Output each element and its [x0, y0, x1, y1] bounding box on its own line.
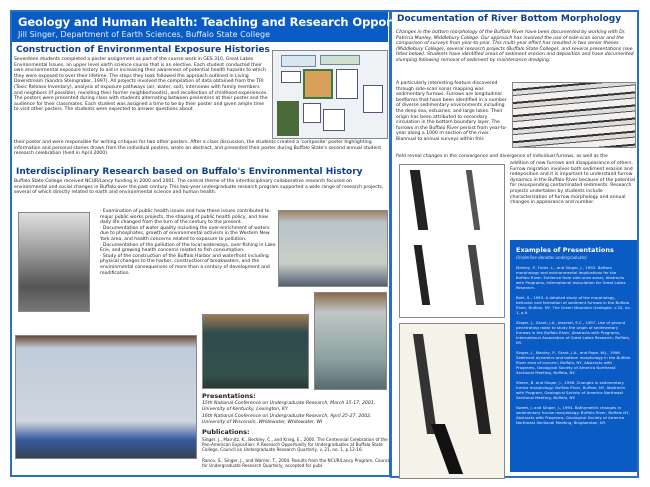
presentations-heading: Presentations: — [202, 392, 256, 400]
examples-of-presentations-box — [510, 240, 637, 472]
presentation-item: 15th National Conference on Undergraduate Research, March 15-17, 2001, University of Kentucky, Lexington, KY — [202, 401, 376, 412]
poster-title: Geology and Human Health: Teaching and Research Opportunities — [18, 15, 441, 29]
river-paragraph-2: A particularly interesting feature discovered through side-scan sonar mapping was sedimentary furrows. Furrows are longitudinal bedforms that have been identified in a number of diverse sedimentary environments including the deep sea, estuaries, and large lakes. Their origin has been attributed to secondary circulation in the bottom boundary layer. The furrows in the Buffalo River persist from year-to-year along a 1000 m section of the river. Biannual to annual surveys within this — [396, 81, 508, 142]
interdisciplinary-bullets — [100, 209, 276, 276]
poster-subtitle: Jill Singer, Department of Earth Sciences, Buffalo State College — [18, 30, 270, 39]
exhibit-photo-2 — [314, 292, 387, 390]
examples-heading: Examples of Presentations — [516, 246, 614, 254]
exposure-body-cont: their poster and were responsible for writing critiques for two other posters. After a class discussion, the students created a 'composite' poster highlighting information and personal stories drawn from the individual posters, wrote an abstract, and presented their poster during Buffalo State's second annual student research celebration (held in April 2000). — [14, 140, 382, 157]
composite-poster-image — [272, 50, 388, 139]
examples-note: (Underline denotes undergraduate) — [516, 255, 587, 260]
river-paragraph-3: addition of new furrows and disappearance of others. Furrow migration involves both sediment erosion and redeposition and it is important to understand furrow dynamics in the Buffalo River because of the potential for resuspending contaminated sediments. Research projects undertaken by students include characterization of furrow morphology and annual changes in appearance and number. — [510, 161, 636, 206]
river-heading: Documentation of River Bottom Morphology — [397, 14, 622, 24]
reference-item: Sheen, B. and Singer, J., 1996. Changes in sedimentary furrow morphology: Buffalo River, Buffalo, NY, Abstracts with Program, Geological Society of America Northeast Sectional Meeting, Buffalo, NY. — [516, 380, 625, 400]
exposure-body: Seventeen students completed a poster assignment as part of the course work in GES 310, Great Lakes Environmental Issues, an upper level earth science course that is an elective. Each student conducted their own environmental exposure history to aid in increasing their awareness of potential health hazards to which they were exposed to over their lifetime. The steps they took followed the approach outlined in Living Downstream (Sandra Steingraber, 1997). All projects involved the compilation of data obtained from the TRI (Toxic Release Inventory), analysis of exposure pathways (air, water, soil), interviews with family members and neighbors (if possible), revisiting their former neighborhood(s), and recollection of childhood experiences. The posters were presented during class with students alternating between presenters at their poster and the audience for their classmates. Each student was assigned a time to be by their poster and given ample time to visit other posters. The students were expected to answer questions about — [14, 57, 268, 113]
presentation-item: 16th National Conference on Undergraduate Research, April 25-27, 2002, University of Wisconsin, Whitewater, Whitewater, WI — [202, 414, 372, 425]
publications-heading: Publications: — [202, 428, 250, 436]
building-photo — [18, 212, 90, 312]
exposure-heading: Construction of Environmental Exposure Histories — [16, 45, 270, 55]
river-paragraph-2b: field reveal changes in the convergence and divergence of individual furrows, as well as the — [396, 154, 608, 159]
interdisciplinary-intro: Buffalo State College received NCUR/Lancy funding in 2000 and 2001. The central theme of the interdisciplinary collaborative research focused on environmental and social changes in Buffalo over the past century. This two-year undergraduate research program supported a wide range of research projects, several of which directly related to earth and environmental science and human health. — [14, 179, 384, 196]
bullet-item: · Study of the construction of the Buffalo Harbor and waterfront including physical changes to the harbor, construction of breakwaters, and the environmental consequences of more than a century of development and modification. — [100, 253, 270, 276]
publication-item: Singer, J., Marnitz, K., Beckley, C., and Krieg, E., 2000. The Centennial Celebration of the Pan-American Exposition: A Research Opportunity for Undergraduates at Buffalo State College, Council on Undergraduate Research Quarterly, v. 21, no. 1, p.12-16. — [202, 437, 388, 453]
exhibit-photo-4 — [202, 314, 309, 389]
publication-item: Ranco, S., Singer, J., and Warner, T., 2004. Results from the NCUR/Lancy Program, Council for Undergraduate Research Quarterly, accepted for publ. — [202, 458, 391, 469]
reference-item: Sweet, J. and Singer, J., 1994. Bathymetric changes in sedimentary furrow morphology: Buffalo River, Buffalo NY, Abstracts with Programs, Geological Society of America Northeast Sectional Meeting, Binghamton, NY. — [516, 405, 630, 425]
bullet-item: · Documentation of water quality including the over-enrichment of waters due to phosphates, growth of environmental activism in the Western New York area, and health concerns related to exposure to pollution. — [100, 225, 270, 242]
reference-item: Manley, P., Fuller, L., and Singer, J., 1992. Bottom morphology and environmental implications for the Buffalo River: Evidence from side-scan sonar, Abstracts with Programs, International Association for Great Lakes Research. — [516, 265, 626, 290]
reference-item: Singer, J., Grant, J.A., Jezorski, E.C., 1997. Use of ground penetrating radar to study the origin of sedimentary furrows in the Buffalo River, Abstracts with Programs, International Association of Great Lakes Research, Buffalo, NY. — [516, 320, 631, 345]
furrow-maps-image — [399, 164, 505, 318]
river-paragraph-1: Changes in the bottom morphology of the Buffalo River have been documented by working with Dr. Patricia Manley, Middlebury College. Our approach has involved the use of side-scan sonar and the comparison of surveys from year-to-year. This multi-year effort has resulted in two senior theses (Middlebury College), several research projects (Buffalo State College), and several presentations (see titles below). Students have identified areas of sediment erosion and deposition and have documented slumping following removal of sediment by maintenance dredging. — [396, 30, 634, 63]
bullet-item: · Documentation of the pollution of the local waterways, over-fishing in Lake Erie, and growing health concerns related to fish consumption. — [100, 242, 276, 254]
sonar-image — [512, 82, 636, 148]
poster-header — [12, 12, 441, 42]
exhibit-photo-3 — [15, 335, 197, 459]
reference-item: Rohl, S., 1993. A detailed study of the morphology, behavior and formation of sediment furrows in the Buffalo River, Buffalo, NY, The Green Mountain Geologist, v.20, no. 1, p.9. — [516, 295, 631, 315]
furrow-change-image — [399, 323, 505, 479]
reference-item: Singer, J., Manley, P., Grant, J.A., and Pope, W.J., 1996. Sediment dynamics and bottom morphology in the Buffalo River area of concern, Buffalo, NY, Abstracts with Programs, Geological Society of America Northeast Sectional Meeting, Buffalo, NY. — [516, 350, 631, 375]
exhibit-photo-1 — [278, 210, 388, 287]
bullet-item: · Examination of public health issues and how these issues contributed to major public works projects, the shaping of public health policy, and how daily life changed from the turn of the century to the present. — [100, 209, 270, 226]
interdisciplinary-heading: Interdisciplinary Research based on Buffalo's Environmental History — [16, 167, 363, 177]
